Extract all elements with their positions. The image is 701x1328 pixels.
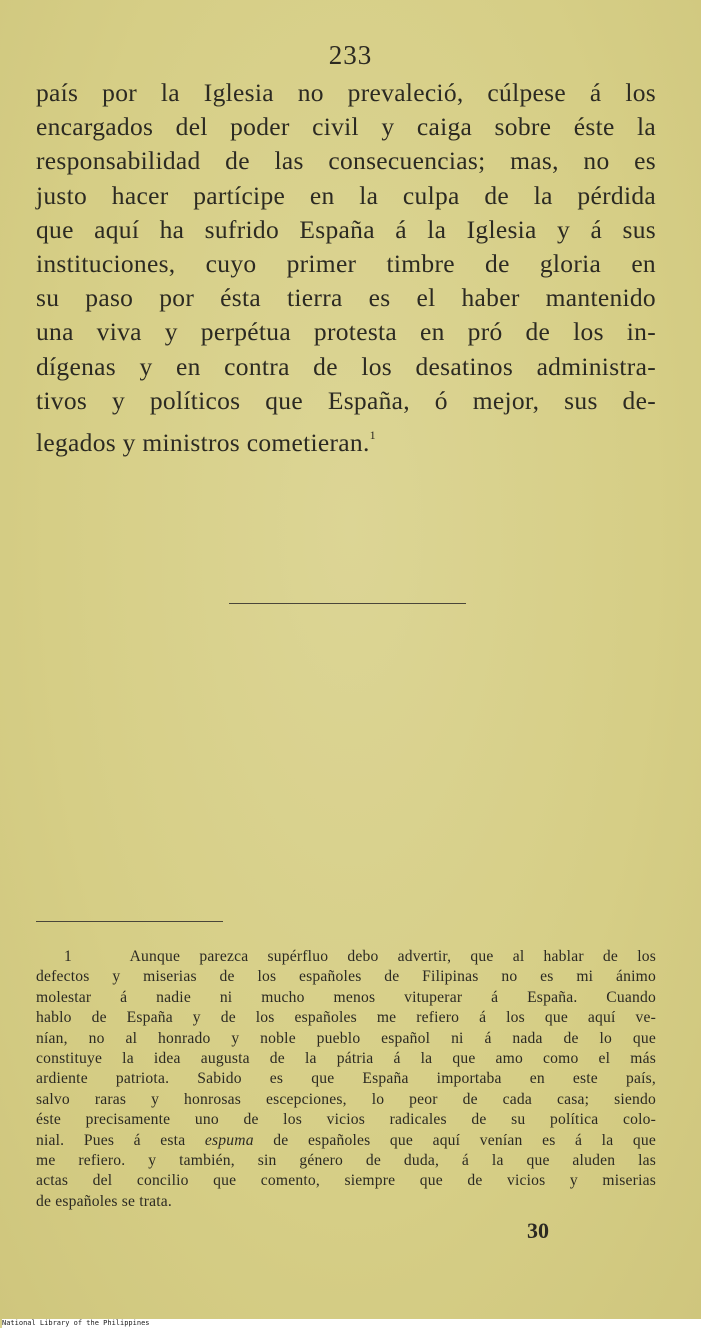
footnote-text-segment: de españoles que aquí venían es á la que: [253, 1131, 656, 1149]
footnote-line: defectos y miserias de los españoles de Filipinas no es mi ánimo: [36, 968, 656, 986]
page-number: 233: [328, 40, 373, 70]
text-line: responsabilidad de las consecuencias; mas, no es: [36, 146, 656, 176]
text-line: encargados del poder civil y caiga sobre éste la: [36, 112, 656, 142]
text-line: una viva y perpétua protesta en pró de los in-: [36, 317, 656, 347]
footnote: [36, 947, 656, 1212]
text-line: justo hacer partícipe en la culpa de la pérdida: [36, 180, 656, 210]
text-line-last: [36, 418, 656, 460]
text-line: su paso por ésta tierra es el haber mantenido: [36, 283, 656, 313]
footnote-line-with-italic: [36, 1131, 656, 1151]
footnote-line: [36, 947, 656, 967]
text-line: instituciones, cuyo primer timbre de gloria en: [36, 249, 656, 279]
footnote-number: 1: [64, 948, 72, 965]
footnote-line: ardiente patriota. Sabido es que España importaba en este país,: [36, 1070, 656, 1088]
text-line: que aquí ha sufrido España á la Iglesia y á sus: [36, 214, 656, 244]
footnote-line: me refiero. y también, sin género de duda, á la que aluden las: [36, 1152, 656, 1170]
footnote-line: éste precisamente uno de los vicios radicales de su política colo-: [36, 1111, 656, 1129]
footnote-divider: [36, 921, 223, 922]
footnote-line: hablo de España y de los españoles me refiero á los que aquí ve-: [36, 1009, 656, 1027]
library-credit: National Library of the Philippines: [2, 1319, 701, 1328]
footnote-line-text: Aunque parezca supérfluo debo advertir, que al hablar de los: [129, 948, 657, 965]
signature-mark: 30: [527, 1218, 549, 1243]
footnote-line: salvo raras y honrosas escepciones, lo peor de cada casa; siendo: [36, 1090, 656, 1108]
footnote-italic-word: espuma: [204, 1131, 254, 1149]
text-line: país por la Iglesia no prevaleció, cúlpese á los: [36, 78, 656, 107]
text-line: dígenas y en contra de los desatinos administra-: [36, 351, 656, 381]
footnote-line: nían, no al honrado y noble pueblo español ni á nada de lo que: [36, 1029, 656, 1047]
main-paragraph: [36, 76, 656, 460]
footnote-text-segment: nial. Pues á esta: [36, 1131, 205, 1149]
footnote-line: de españoles se trata.: [36, 1192, 173, 1210]
footnote-line: actas del concilio que comento, siempre que de vicios y miserias: [36, 1172, 656, 1190]
text-line: tivos y políticos que España, ó mejor, sus de-: [36, 385, 656, 415]
text-line-content: legados y ministros cometieran.: [36, 428, 370, 458]
footnote-line: constituye la idea augusta de la pátria á la que amo como el más: [36, 1050, 656, 1068]
section-divider: [229, 603, 466, 604]
footnote-reference: 1: [369, 428, 376, 443]
footnote-line: molestar á nadie ni mucho menos vituperar á España. Cuando: [36, 988, 656, 1006]
